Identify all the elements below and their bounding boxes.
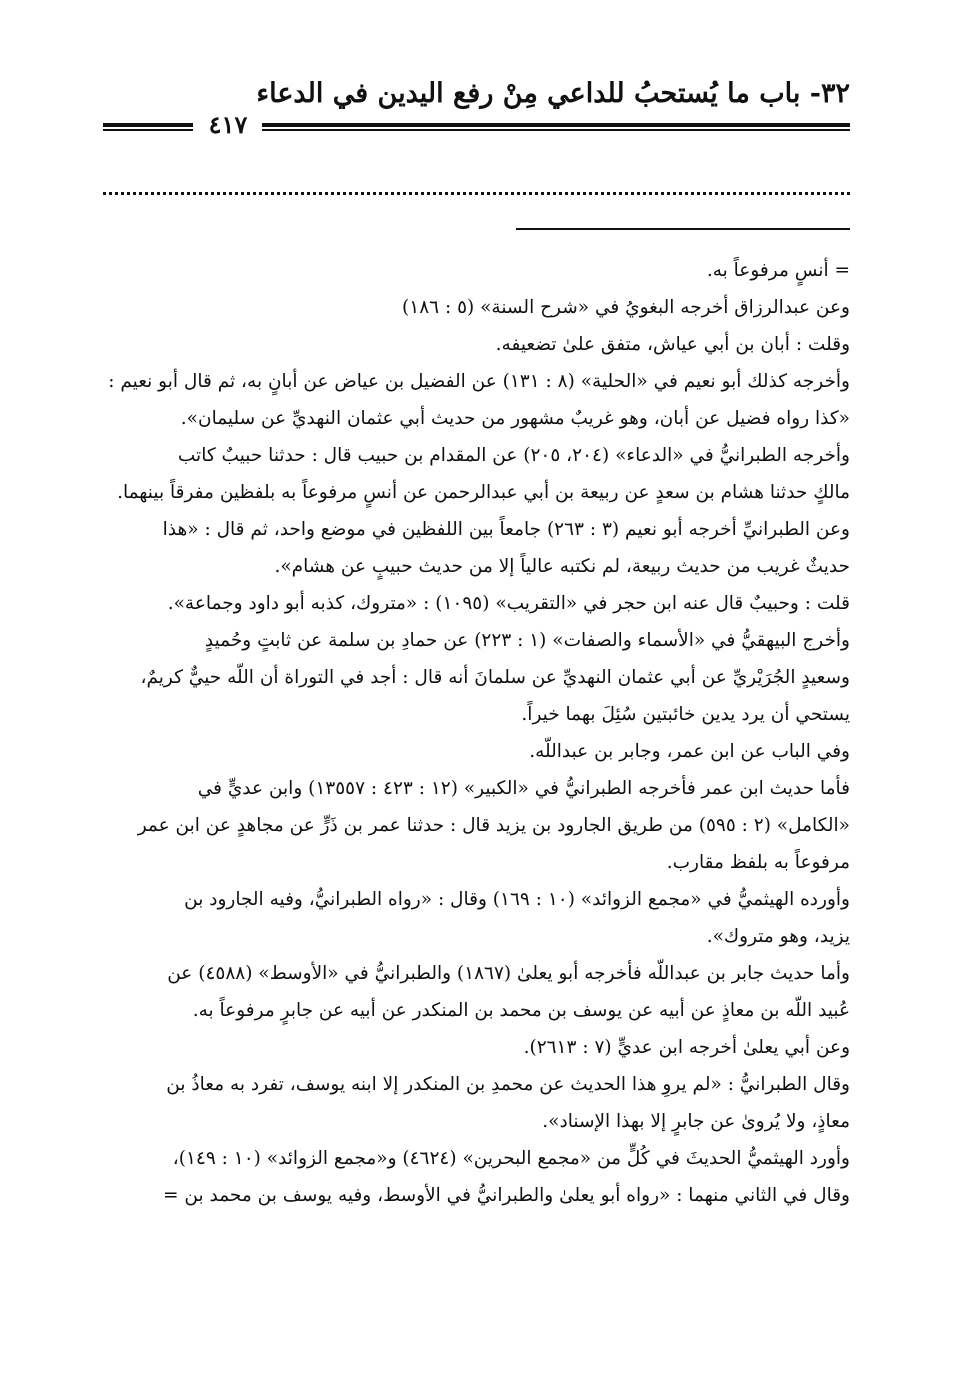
text-line: وأما حديث جابر بن عبداللّه فأخرجه أبو يعلىٰ (١٨٦٧) والطبرانيُّ في «الأوسط» (٤٥٨٨) عن bbox=[167, 963, 850, 984]
text-line: معاذٍ، ولا يُروىٰ عن جابرٍ إلا بهذا الإسناد». bbox=[542, 1111, 850, 1132]
text-line: وأخرجه الطبرانيُّ في «الدعاء» (٢٠٤، ٢٠٥) عن المقدام بن حبيب قال : حدثنا حبيبٌ كاتب bbox=[177, 445, 850, 466]
text-line: = أنسٍ مرفوعاً به. bbox=[706, 260, 850, 281]
text-line: مرفوعاً به بلفظ مقارب. bbox=[666, 852, 850, 873]
text-line: وعن أبي يعلىٰ أخرجه ابن عديٍّ (٧ : ٢٦١٣). bbox=[523, 1037, 850, 1058]
text-line: فأما حديث ابن عمر فأخرجه الطبرانيُّ في «الكبير» (١٢ : ٤٢٣ : ١٣٥٥٧) وابن عديٍّ في bbox=[197, 778, 850, 799]
text-line: قلت : وحبيبٌ قال عنه ابن حجر في «التقريب» (١٠٩٥) : «متروك، كذبه أبو داود وجماعة». bbox=[167, 593, 850, 614]
chapter-title: ٣٢- باب ما يُستحبُ للداعي مِنْ رفع اليدين في الدعاء bbox=[256, 78, 850, 109]
text-line: مالكٍ حدثنا هشام بن سعدٍ عن ربيعة بن أبي عبدالرحمن عن أنسٍ مرفوعاً به بلفظين مفرقاً بينهما. bbox=[117, 482, 850, 503]
text-line: حديثٌ غريب من حديث ربيعة، لم نكتبه عالياً إلا من حديث حبيبٍ عن هشام». bbox=[274, 556, 850, 577]
header-double-rule bbox=[262, 123, 850, 131]
text-line: يستحي أن يرد يدين خائبتين سُئِلَ بهما خيراً. bbox=[521, 704, 850, 725]
page-number: ٤١٧ bbox=[208, 110, 248, 139]
text-line: وقال الطبرانيُّ : «لم يروِ هذا الحديث عن محمدِ بن المنكدر إلا ابنه يوسف، تفرد به معاذُ بن bbox=[166, 1074, 850, 1095]
text-line: وعن الطبرانيِّ أخرجه أبو نعيم (٣ : ٢٦٣) جامعاً بين اللفظين في موضع واحد، ثم قال : «هذا bbox=[162, 519, 850, 540]
footnote-rule bbox=[516, 228, 850, 230]
text-line: وفي الباب عن ابن عمر، وجابر بن عبداللّه. bbox=[529, 741, 850, 762]
text-line: وأخرج البيهقيُّ في «الأسماء والصفات» (١ : ٢٢٣) عن حمادِ بن سلمة عن ثابتٍ وحُميدٍ bbox=[204, 630, 850, 651]
text-line: «الكامل» (٢ : ٥٩٥) من طريق الجارود بن يزيد قال : حدثنا عمر بن ذَرٍّ عن مجاهدٍ عن ابن عمر bbox=[137, 815, 850, 836]
text-line: وسعيدٍ الجُرَيْريِّ عن أبي عثمان النهديِّ عن سلمانَ أنه قال : أجد في التوراة أن اللّه حييٌّ كريمٌ، bbox=[140, 667, 850, 688]
header-double-rule-left bbox=[103, 123, 193, 131]
text-line: «كذا رواه فضيل عن أبان، وهو غريبٌ مشهور من حديث أبي عثمان النهديِّ عن سليمان». bbox=[180, 408, 850, 429]
dotted-separator bbox=[103, 192, 850, 195]
text-line: وقال في الثاني منهما : «رواه أبو يعلىٰ والطبرانيُّ في الأوسط، وفيه يوسف بن محمد بن = bbox=[162, 1185, 850, 1206]
text-line: عُبيد اللّه بن معاذٍ عن أبيه عن يوسف بن محمد بن المنكدر عن أبيه عن جابرٍ مرفوعاً به. bbox=[192, 1000, 850, 1021]
text-line: وأخرجه كذلك أبو نعيم في «الحلية» (٨ : ١٣١) عن الفضيل بن عياض عن أبانٍ به، ثم قال أبو نعيم : bbox=[108, 371, 850, 392]
text-line: وأورده الهيثميُّ في «مجمع الزوائد» (١٠ : ١٦٩) وقال : «رواه الطبرانيُّ، وفيه الجارود بن bbox=[184, 889, 850, 910]
text-line: وعن عبدالرزاق أخرجه البغويُ في «شرح السنة» (٥ : ١٨٦) bbox=[402, 297, 850, 318]
text-line: وأورد الهيثميُّ الحديثَ في كُلٍّ من «مجمع البحرين» (٤٦٢٤) و«مجمع الزوائد» (١٠ : ١٤٩)، bbox=[172, 1148, 850, 1169]
text-line: يزيد، وهو متروك». bbox=[706, 926, 850, 947]
footnote-body bbox=[103, 254, 850, 1216]
text-line: وقلت : أبان بن أبي عياش، متفق علىٰ تضعيفه. bbox=[495, 334, 850, 355]
